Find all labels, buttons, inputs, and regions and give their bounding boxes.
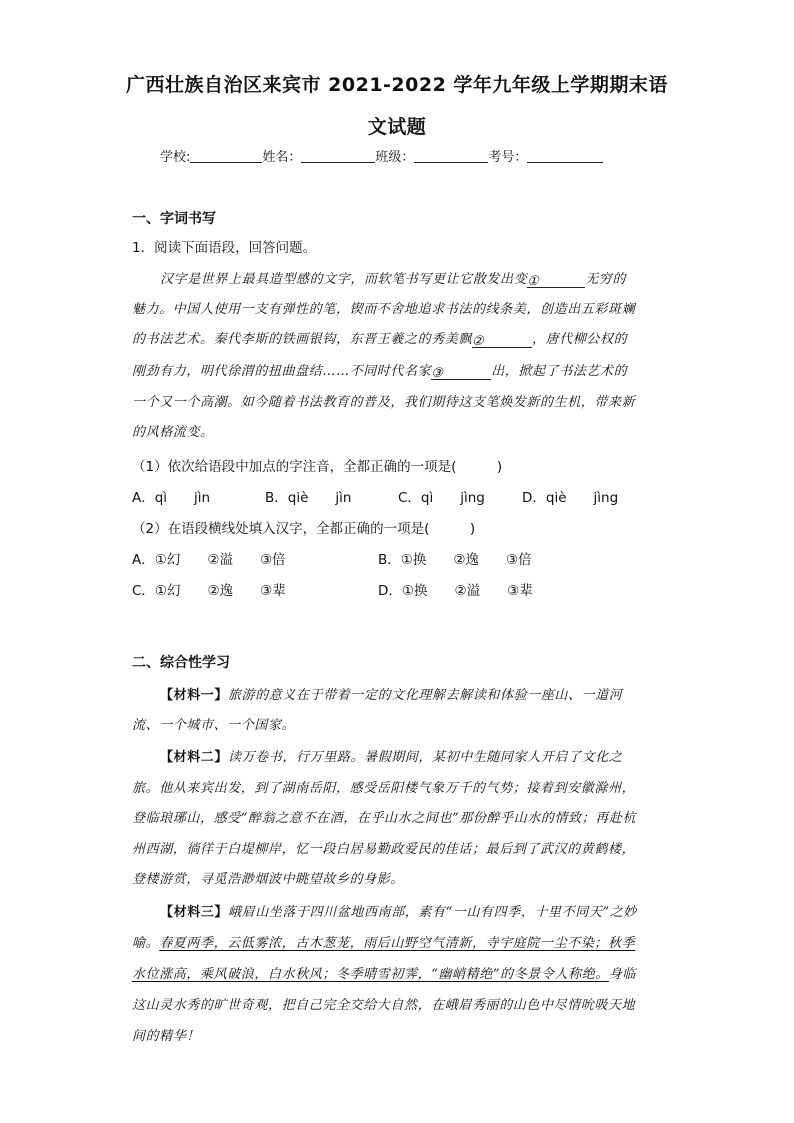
school-label: 学校: bbox=[160, 150, 191, 165]
page-title-line2: 文试题 bbox=[367, 116, 427, 138]
page-title-line1: 广西壮族自治区来宾市 2021-2022 学年九年级上学期期末语 bbox=[126, 74, 668, 96]
material-3-line-4: 这山灵水秀的旷世奇观，把自己完全交给大自然，在峨眉秀丽的山色中尽情吮吸天地 bbox=[132, 998, 636, 1013]
section1-heading: 一、字词书写 bbox=[132, 211, 216, 227]
class-label: 班级： bbox=[375, 150, 415, 165]
passage-line-4: 刚劲有力，明代徐渭的扭曲盘结……不同时代名家③ 出，掀起了书法艺术的 bbox=[132, 364, 628, 381]
underlined-text-2: 水位涨高，乘风破浪，白水秋风；冬季晴雪初霁，“幽峭精绝”的冬景令人称绝。 bbox=[132, 967, 609, 982]
sub-question-1: （1）依次给语段中加点的字注音，全都正确的一项是( ) bbox=[132, 459, 503, 475]
name-field[interactable] bbox=[301, 148, 375, 163]
material-1-line-2: 流、一个城市、一个国家。 bbox=[132, 718, 296, 733]
sub1-option-d[interactable]: D．qiè jìng bbox=[522, 490, 619, 506]
school-field[interactable] bbox=[190, 148, 262, 163]
material-2-line-4: 州西湖，徜徉于白堤柳岸，忆一段白居易勤政爱民的佳话；最后到了武汉的黄鹤楼， bbox=[132, 842, 636, 857]
blank-marker-2: ② bbox=[472, 334, 485, 349]
material-1-label: 【材料一】 bbox=[160, 688, 229, 703]
sub-question-2: （2）在语段横线处填入汉字，全都正确的一项是( ) bbox=[132, 521, 476, 537]
material-3-line-5: 间的精华！ bbox=[132, 1029, 201, 1044]
material-2-line-5: 登楼游赏，寻觅浩渺烟波中眺望故乡的身影。 bbox=[132, 872, 405, 887]
passage-line-6: 的风格流变。 bbox=[132, 425, 214, 440]
sub1-option-c[interactable]: C．qì jìng bbox=[398, 490, 485, 506]
material-3-line-2: 喻。春夏两季，云低雾浓，古木葱茏，雨后山野空气清新，寺宇庭院一尘不染；秋季 bbox=[132, 936, 636, 951]
exam-no-field[interactable] bbox=[527, 148, 603, 163]
sub2-option-c[interactable]: C．①幻 ②逸 ③辈 bbox=[132, 583, 286, 599]
student-info-line bbox=[160, 146, 603, 165]
blank-marker-1: ① bbox=[527, 274, 540, 289]
section2-heading: 二、综合性学习 bbox=[132, 655, 230, 671]
material-3-line-3: 水位涨高，乘风破浪，白水秋风；冬季晴雪初霁，“幽峭精绝”的冬景令人称绝。身临 bbox=[132, 967, 637, 982]
material-1-line-1: 【材料一】旅游的意义在于带着一定的文化理解去解读和体验一座山、一道河 bbox=[160, 688, 623, 703]
class-field[interactable] bbox=[414, 148, 488, 163]
sub1-option-b[interactable]: B．qiè jìn bbox=[265, 490, 352, 506]
material-2-line-3: 登临琅琊山，感受“醉翁之意不在酒，在乎山水之间也”那份醉乎山水的情致；再赴杭 bbox=[132, 811, 637, 826]
sub2-option-a[interactable]: A．①幻 ②溢 ③倍 bbox=[132, 552, 286, 568]
material-3-line-1: 【材料三】峨眉山坐落于四川盆地西南部，素有“一山有四季，十里不同天”之妙 bbox=[160, 905, 637, 920]
material-2-line-2: 旅。他从来宾出发，到了湖南岳阳，感受岳阳楼气象万千的气势；接着到安徽滁州， bbox=[132, 781, 636, 796]
underlined-text-1: 春夏两季，云低雾浓，古木葱茏，雨后山野空气清新，寺宇庭院一尘不染；秋季 bbox=[159, 936, 636, 951]
material-3-label: 【材料三】 bbox=[160, 905, 229, 920]
sub1-option-a[interactable]: A．qì jìn bbox=[132, 490, 211, 506]
exam-no-label: 考号： bbox=[488, 150, 528, 165]
material-2-line-1: 【材料二】读万卷书，行万里路。暑假期间，某初中生随同家人开启了文化之 bbox=[160, 750, 623, 765]
passage-line-5: 一个又一个高潮。如今随着书法教育的普及，我们期待这支笔焕发新的生机，带来新 bbox=[132, 395, 636, 410]
passage-line-3: 的书法艺术。秦代李斯的铁画银钩，东晋王羲之的秀美飘② ，唐代柳公权的 bbox=[132, 332, 628, 349]
question-1: 1．阅读下面语段，回答问题。 bbox=[132, 240, 317, 256]
sub2-option-d[interactable]: D．①换 ②溢 ③辈 bbox=[378, 583, 533, 599]
sub2-option-b[interactable]: B．①换 ②逸 ③倍 bbox=[378, 552, 532, 568]
blank-marker-3: ③ bbox=[431, 366, 444, 381]
material-2-label: 【材料二】 bbox=[160, 750, 229, 765]
passage-line-1: 汉字是世界上最具造型感的文字，而软笔书写更让它散发出变① 无穷的 bbox=[160, 272, 627, 289]
passage-line-2: 魅力。中国人使用一支有弹性的笔，锲而不舍地追求书法的线条美，创造出五彩斑斓 bbox=[132, 302, 636, 317]
name-label: 姓名： bbox=[262, 150, 302, 165]
